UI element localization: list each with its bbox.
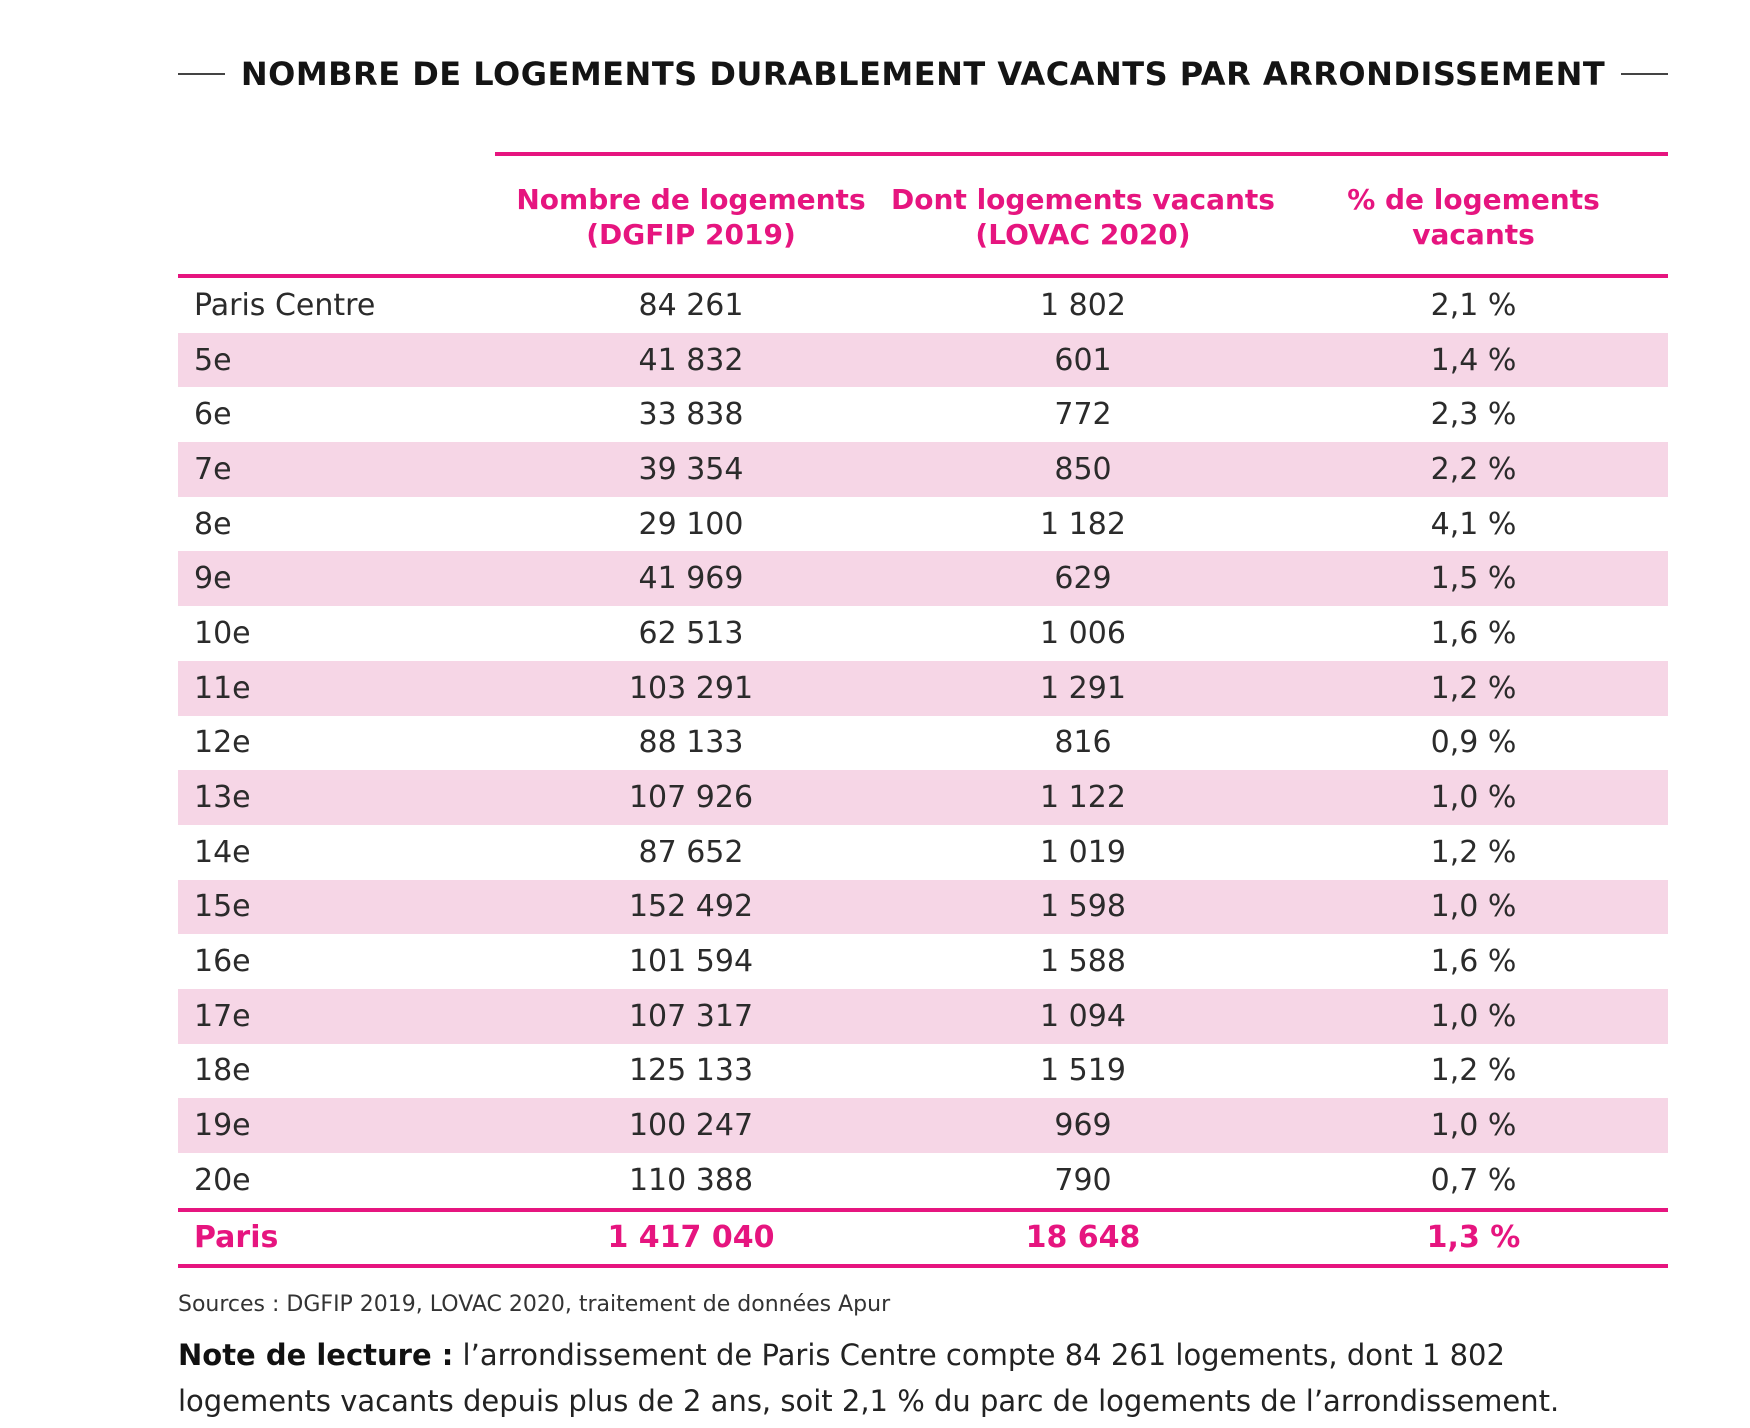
cell-vacants: 1 094 [1040,998,1126,1034]
cell-logements: 110 388 [628,1162,754,1198]
note-label: Note de lecture : [178,1338,454,1372]
cell-vacants: 1 122 [1040,780,1126,816]
row-label: 5e [194,342,232,378]
cell-pourcentage: 1,0 % [1430,889,1517,925]
cell-logements: 41 969 [638,561,744,597]
row-label: 17e [194,998,251,1034]
row-label: 9e [194,561,232,597]
cell-pourcentage: 0,9 % [1430,725,1517,761]
cell-vacants: 1 519 [1040,1053,1126,1089]
cell-logements: 107 926 [628,780,754,816]
row-label: 19e [194,1108,251,1144]
row-label: 7e [194,451,232,487]
row-label: 20e [194,1162,251,1198]
cell-pourcentage: 0,7 % [1430,1162,1517,1198]
cell-vacants: 1 019 [1040,834,1126,870]
total-logements: 1 417 040 [607,1220,775,1256]
title-block [178,48,1668,100]
table-row [178,606,1668,661]
cell-pourcentage: 1,2 % [1430,834,1517,870]
table-row [178,333,1668,388]
cell-logements: 33 838 [638,397,744,433]
cell-pourcentage: 2,1 % [1430,287,1517,323]
cell-vacants: 629 [1054,561,1112,597]
table-row [178,278,1668,333]
table-row [178,934,1668,989]
cell-pourcentage: 1,2 % [1430,1053,1517,1089]
cell-logements: 87 652 [638,834,744,870]
title-rule-left [178,73,225,75]
table-row [178,880,1668,935]
cell-pourcentage: 2,3 % [1430,397,1517,433]
total-label: Paris [194,1220,279,1256]
row-label: 12e [194,725,251,761]
cell-logements: 152 492 [628,889,754,925]
table-row [178,716,1668,771]
row-label: 13e [194,780,251,816]
cell-vacants: 1 598 [1040,889,1126,925]
table-row [178,1044,1668,1099]
page-title: NOMBRE DE LOGEMENTS DURABLEMENT VACANTS PAR ARRONDISSEMENT [240,55,1606,93]
cell-vacants: 1 802 [1040,287,1126,323]
header-bottom-rule [178,274,1668,278]
row-label: 15e [194,889,251,925]
cell-vacants: 850 [1054,451,1112,487]
cell-pourcentage: 1,0 % [1430,780,1517,816]
cell-vacants: 1 588 [1040,944,1126,980]
total-vacants: 18 648 [1025,1220,1141,1256]
cell-logements: 62 513 [638,615,744,651]
vacancy-table [178,152,1668,1268]
cell-logements: 100 247 [628,1108,754,1144]
cell-logements: 29 100 [638,506,744,542]
cell-vacants: 1 182 [1040,506,1126,542]
cell-logements: 41 832 [638,342,744,378]
row-label: 8e [194,506,232,542]
cell-logements: 125 133 [628,1053,754,1089]
cell-pourcentage: 1,0 % [1430,1108,1517,1144]
cell-logements: 84 261 [638,287,744,323]
cell-pourcentage: 1,6 % [1430,944,1517,980]
cell-vacants: 790 [1054,1162,1112,1198]
header-pourcentage: % de logements vacants [1347,183,1600,251]
cell-pourcentage: 2,2 % [1430,451,1517,487]
cell-logements: 39 354 [638,451,744,487]
table-row [178,442,1668,497]
cell-logements: 88 133 [638,725,744,761]
cell-vacants: 772 [1054,397,1112,433]
header-vacants: Dont logements vacants (LOVAC 2020) [891,183,1275,251]
table-body [178,278,1668,1208]
row-label: Paris Centre [194,287,376,323]
header-empty-cell [178,182,495,252]
cell-pourcentage: 1,4 % [1430,342,1517,378]
table-row [178,497,1668,552]
cell-pourcentage: 1,5 % [1430,561,1517,597]
cell-logements: 101 594 [628,944,754,980]
sources-line: Sources : DGFIP 2019, LOVAC 2020, traitement de données Apur [178,1292,891,1317]
note-text: l’arrondissement de Paris Centre compte 84 261 logements, dont 1 802 logements vacants depuis plus de 2 ans, soit 2,1 % du parc de logements de l’arrondissement. [178,1338,1560,1418]
row-label: 14e [194,834,251,870]
reading-note [178,1332,1578,1424]
cell-vacants: 1 291 [1040,670,1126,706]
cell-pourcentage: 1,6 % [1430,615,1517,651]
header-top-rule [495,152,1668,156]
table-total-row [178,1208,1668,1268]
table-row [178,825,1668,880]
cell-pourcentage: 4,1 % [1430,506,1517,542]
table-row [178,661,1668,716]
total-pourcentage: 1,3 % [1426,1220,1521,1256]
table-row [178,989,1668,1044]
cell-vacants: 601 [1054,342,1112,378]
table-row [178,1098,1668,1153]
row-label: 18e [194,1053,251,1089]
cell-vacants: 816 [1054,725,1112,761]
header-logements: Nombre de logements (DGFIP 2019) [516,183,866,251]
row-label: 10e [194,615,251,651]
row-label: 11e [194,670,251,706]
cell-pourcentage: 1,0 % [1430,998,1517,1034]
cell-vacants: 969 [1054,1108,1112,1144]
table-row [178,387,1668,442]
row-label: 16e [194,944,251,980]
cell-logements: 107 317 [628,998,754,1034]
table-row [178,770,1668,825]
cell-vacants: 1 006 [1040,615,1126,651]
cell-pourcentage: 1,2 % [1430,670,1517,706]
row-label: 6e [194,397,232,433]
table-header [178,152,1668,278]
table-row [178,551,1668,606]
cell-logements: 103 291 [628,670,754,706]
table-row [178,1153,1668,1208]
title-rule-right [1621,73,1668,75]
